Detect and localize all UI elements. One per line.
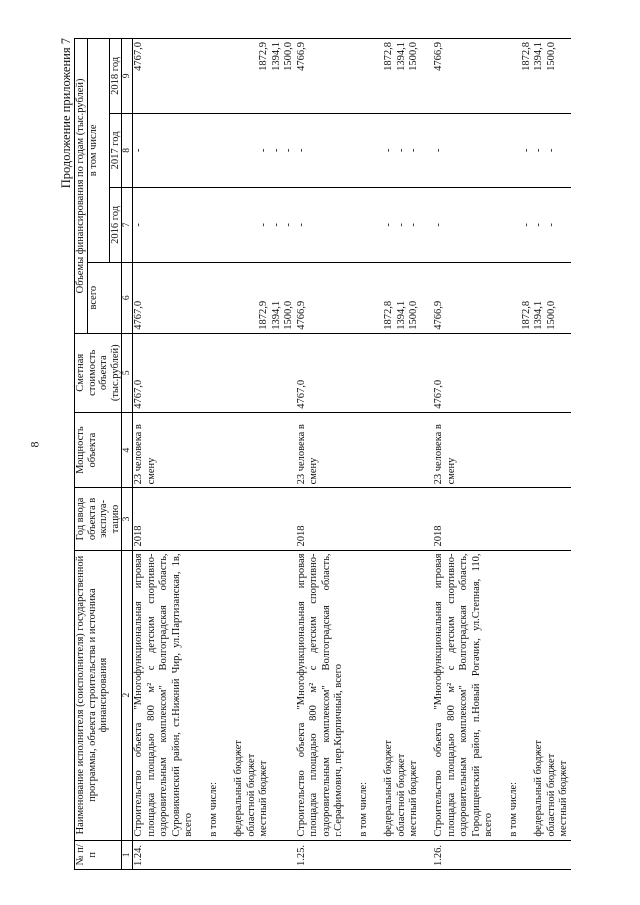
object-description (133, 550, 296, 840)
value-2016: - (433, 223, 444, 227)
object-description (296, 550, 434, 840)
local-2017: - (545, 148, 557, 153)
value-2017: - (433, 148, 444, 153)
col-number: 9 (122, 39, 133, 114)
federal-2016: - (520, 223, 532, 227)
col-number: 8 (122, 113, 133, 188)
row-number: 1.25. (296, 840, 434, 869)
federal-2016: - (258, 223, 269, 227)
funding-total (133, 262, 296, 333)
source-local: местный бюджет (258, 760, 269, 837)
regional-2018: 1394,1 (395, 42, 407, 71)
regional-2018: 1394,1 (270, 42, 282, 71)
capacity: 23 человека в смену (433, 412, 571, 488)
local-2017: - (283, 148, 294, 153)
source-regional: областной бюджет (245, 753, 257, 837)
regional-2017: - (270, 148, 282, 153)
federal-value: 1872,8 (383, 300, 394, 330)
object-description (433, 550, 571, 840)
local-2017: - (408, 148, 419, 153)
local-2016: - (283, 223, 294, 227)
funding-2017 (433, 113, 571, 188)
header-cost: Сметная стоимость объекта (тыс.рублей) (75, 333, 122, 412)
local-2018: 1500,0 (408, 42, 419, 71)
regional-value: 1394,1 (533, 300, 544, 330)
including-label: в том числе: (358, 781, 369, 837)
funding-total (433, 262, 571, 333)
value-2017: - (295, 148, 307, 153)
header-year: Год ввода объекта в эксплуа- тацию (75, 488, 122, 550)
federal-value: 1872,8 (520, 300, 532, 330)
local-value: 1500,0 (545, 300, 557, 330)
header-2016: 2016 год (109, 188, 122, 263)
source-federal: федеральный бюджет (383, 740, 394, 837)
federal-2018: 1872,8 (383, 42, 394, 71)
header-total: всего (87, 262, 122, 333)
col-number: 4 (122, 412, 133, 488)
including-label: в том числе: (508, 781, 519, 837)
source-federal: федеральный бюджет (233, 740, 244, 837)
col-number: 2 (122, 550, 133, 840)
funding-2016 (133, 188, 296, 263)
regional-2016: - (270, 223, 282, 227)
source-federal: федеральный бюджет (533, 740, 544, 837)
funding-2017 (296, 113, 434, 188)
federal-value: 1872,9 (258, 300, 269, 330)
regional-2017: - (533, 148, 544, 153)
total-value: 4767,0 (133, 300, 144, 330)
regional-2016: - (533, 223, 544, 227)
local-2018: 1500,0 (545, 42, 557, 71)
funding-2016 (296, 188, 434, 263)
value-2017: - (133, 148, 144, 153)
commission-year: 2018 (296, 488, 434, 550)
source-local: местный бюджет (408, 760, 419, 837)
federal-2017: - (383, 148, 394, 153)
header-2018: 2018 год (109, 39, 122, 114)
local-2018: 1500,0 (283, 42, 294, 71)
capacity: 23 человека в смену (133, 412, 296, 488)
source-regional: областной бюджет (545, 753, 557, 837)
header-num: № п/п (75, 840, 122, 869)
table-row (433, 39, 571, 870)
funding-table (74, 38, 571, 870)
col-number: 6 (122, 262, 133, 333)
funding-2018 (133, 39, 296, 114)
col-number: 1 (122, 840, 133, 869)
regional-2016: - (395, 223, 407, 227)
funding-2016 (433, 188, 571, 263)
estimated-cost: 4767,0 (296, 333, 434, 412)
table-row (133, 39, 296, 870)
header-2017: 2017 год (109, 113, 122, 188)
estimated-cost: 4767,0 (433, 333, 571, 412)
local-value: 1500,0 (283, 300, 294, 330)
col-number: 7 (122, 188, 133, 263)
federal-2018: 1872,9 (258, 42, 269, 71)
row-number: 1.24. (133, 840, 296, 869)
funding-total (296, 262, 434, 333)
col-number: 5 (122, 333, 133, 412)
source-regional: областной бюджет (395, 753, 407, 837)
including-label: в том числе: (208, 781, 219, 837)
regional-value: 1394,1 (395, 300, 407, 330)
federal-2018: 1872,8 (520, 42, 532, 71)
local-2016: - (408, 223, 419, 227)
continuation-note: Продолжение приложения 7 (59, 38, 73, 189)
commission-year: 2018 (433, 488, 571, 550)
federal-2017: - (520, 148, 532, 153)
estimated-cost: 4767,0 (133, 333, 296, 412)
regional-value: 1394,1 (270, 300, 282, 330)
federal-2017: - (258, 148, 269, 153)
commission-year: 2018 (133, 488, 296, 550)
object-name: Строительство объекта "Многофункциональная игровая площадка площадью 800 м² с детским спортивно-оздоровительным комплексом" Волгоградская область, Суровикинский район, ст.Нижний Чир, ул.Партизанская, 1в, всего (133, 553, 194, 837)
row-number: 1.26. (433, 840, 571, 869)
regional-2017: - (395, 148, 407, 153)
federal-2016: - (383, 223, 394, 227)
col-number: 3 (122, 488, 133, 550)
header-power: Мощность объекта (75, 412, 122, 488)
funding-2017 (133, 113, 296, 188)
value-2018: 4766,9 (295, 42, 307, 71)
rotated-content (58, 38, 569, 870)
table-row (296, 39, 434, 870)
funding-2018 (296, 39, 434, 114)
total-value: 4766,9 (295, 300, 307, 330)
local-2016: - (545, 223, 557, 227)
page-number: 8 (27, 441, 42, 448)
value-2018: 4766,9 (433, 42, 444, 71)
header-including: в том числе (87, 39, 109, 263)
value-2016: - (133, 223, 144, 227)
capacity: 23 человека в смену (296, 412, 434, 488)
object-name: Строительство объекта "Многофункциональная игровая площадка площадью 800 м² с детским спортивно-оздоровительным комплексом" Волгоградская область, Городищенский район, п.Новый Рогачик, ул.Степная, 110, всего (433, 553, 494, 837)
source-local: местный бюджет (558, 760, 569, 837)
funding-2018 (433, 39, 571, 114)
header-funding: Объемы финансирования по годам (тыс.рублей) (75, 39, 88, 334)
value-2016: - (295, 223, 307, 227)
regional-2018: 1394,1 (533, 42, 544, 71)
value-2018: 4767,0 (133, 42, 144, 71)
local-value: 1500,0 (408, 300, 419, 330)
header-name: Наименование исполнителя (соисполнителя) государственной программы, объекта строительства и источника финансирования (75, 550, 122, 840)
object-name: Строительство объекта "Многофункциональная игровая площадка площадью 800 м² с детским спортивно-оздоровительным комплексом" Волгоградская область, г.Серафимович, пер.Кирпичный, всего (295, 553, 344, 837)
total-value: 4766,9 (433, 300, 444, 330)
